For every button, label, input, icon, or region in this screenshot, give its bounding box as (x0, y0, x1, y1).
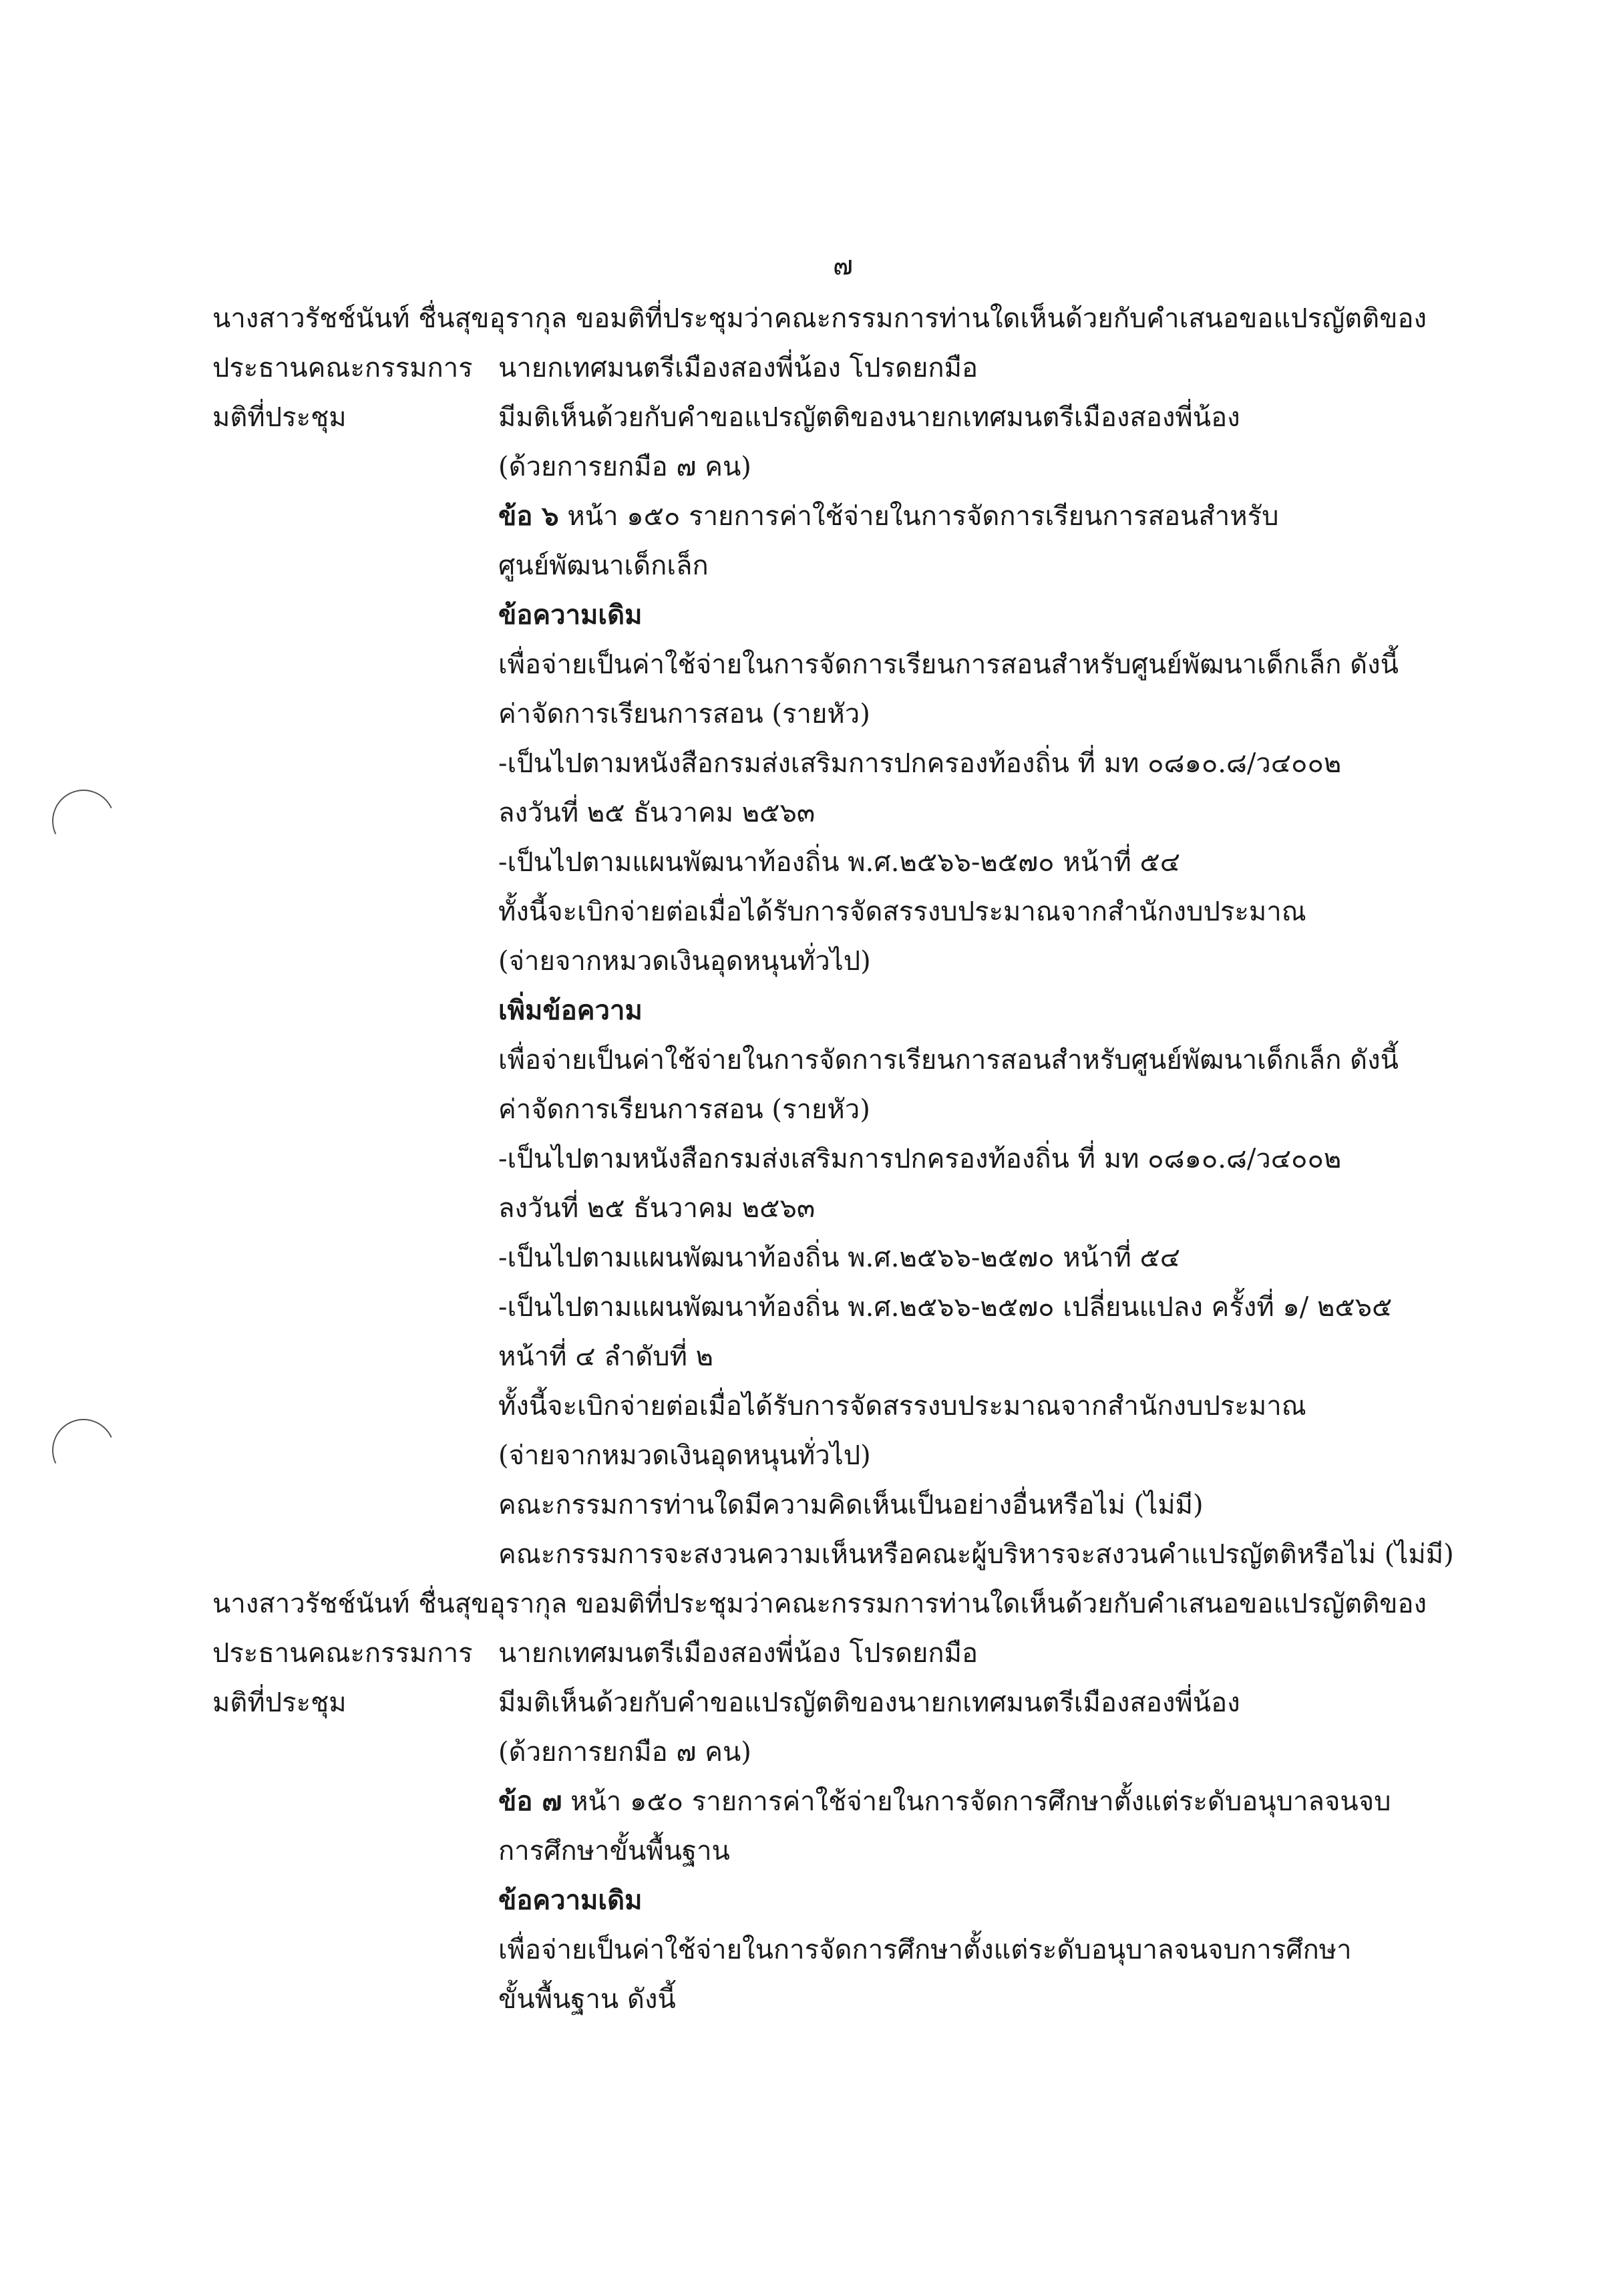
document-line (212, 1678, 1522, 1728)
document-line (212, 1381, 1522, 1431)
document-line (212, 739, 1522, 788)
document-line (212, 591, 1522, 640)
document-line (212, 1431, 1522, 1480)
line-text: นายกเทศมนตรีเมืองสองพี่น้อง โปรดยกมือ (498, 1638, 978, 1669)
line-text: (ด้วยการยกมือ ๗ คน) (498, 452, 751, 482)
document-line (212, 1134, 1522, 1184)
item-description: หน้า ๑๕๐ รายการค่าใช้จ่ายในการจัดการเรียนการสอนสำหรับ (558, 501, 1279, 532)
document-line (212, 1925, 1522, 1975)
speaker-label: มติที่ประชุม (212, 1687, 347, 1718)
line-text: ค่าจัดการเรียนการสอน (รายหัว) (498, 1094, 870, 1125)
line-text: คณะกรรมการท่านใดมีความคิดเห็นเป็นอย่างอื่นหรือไม่ (ไม่มี) (498, 1490, 1204, 1520)
line-text: การศึกษาขั้นพื้นฐาน (498, 1836, 730, 1866)
section-heading: เพิ่มข้อความ (498, 995, 643, 1026)
punch-hole-mark (43, 1410, 124, 1490)
section-heading: ข้อความเดิม (498, 599, 643, 631)
line-text: -เป็นไปตามแผนพัฒนาท้องถิ่น พ.ศ.๒๕๖๖-๒๕๗๐ หน้าที่ ๕๔ (498, 847, 1181, 878)
speaker-label: ประธานคณะกรรมการ (212, 1638, 473, 1669)
line-text: เพื่อจ่ายเป็นค่าใช้จ่ายในการจัดการเรียนการสอนสำหรับศูนย์พัฒนาเด็กเล็ก ดังนี้ (498, 1045, 1399, 1076)
line-text: เพื่อจ่ายเป็นค่าใช้จ่ายในการจัดการศึกษาตั้งแต่ระดับอนุบาลจนจบการศึกษา (498, 1935, 1352, 1965)
document-line (212, 541, 1522, 591)
line-text: -เป็นไปตามแผนพัฒนาท้องถิ่น พ.ศ.๒๕๖๖-๒๕๗๐ เปลี่ยนแปลง ครั้งที่ ๑/ ๒๕๖๕ (498, 1292, 1393, 1323)
section-heading: ข้อความเดิม (498, 1884, 643, 1916)
document-line (212, 788, 1522, 838)
line-text: มีมติเห็นด้วยกับคำขอแปรญัตติของนายกเทศมนตรีเมืองสองพี่น้อง (498, 1687, 1240, 1718)
line-text (498, 1777, 1522, 1826)
line-text: นางสาวรัชช์นันท์ ชื่นสุขอุรากุล ขอมติที่ประชุมว่าคณะกรรมการท่านใดเห็นด้วยกับคำเสนอขอแปรญัตติของ (212, 1589, 1427, 1619)
line-text: หน้าที่ ๔ ลำดับที่ ๒ (498, 1341, 714, 1372)
line-text (498, 492, 1522, 541)
line-text: -เป็นไปตามแผนพัฒนาท้องถิ่น พ.ศ.๒๕๖๖-๒๕๗๐ หน้าที่ ๕๔ (498, 1243, 1181, 1273)
document-line (212, 1876, 1522, 1925)
line-text: ลงวันที่ ๒๕ ธันวาคม ๒๕๖๓ (498, 798, 816, 828)
document-line (212, 1332, 1522, 1381)
document-line (212, 1826, 1522, 1876)
document-line (212, 393, 1522, 442)
line-text: ลงวันที่ ๒๕ ธันวาคม ๒๕๖๓ (498, 1193, 816, 1224)
document-line (212, 1283, 1522, 1332)
item-description: หน้า ๑๕๐ รายการค่าใช้จ่ายในการจัดการศึกษาตั้งแต่ระดับอนุบาลจนจบ (562, 1786, 1391, 1817)
punch-hole-mark (43, 781, 124, 861)
document-line (212, 343, 1522, 393)
line-text: -เป็นไปตามหนังสือกรมส่งเสริมการปกครองท้องถิ่น ที่ มท ๐๘๑๐.๘/ว๔๐๐๒ (498, 748, 1342, 779)
item-number: ข้อ ๗ (498, 1786, 562, 1817)
document-line (212, 689, 1522, 739)
line-text: (จ่ายจากหมวดเงินอุดหนุนทั่วไป) (498, 946, 871, 977)
speaker-label: มติที่ประชุม (212, 402, 347, 433)
document-line (212, 1777, 1522, 1826)
line-text: เพื่อจ่ายเป็นค่าใช้จ่ายในการจัดการเรียนการสอนสำหรับศูนย์พัฒนาเด็กเล็ก ดังนี้ (498, 649, 1399, 680)
document-line (212, 1579, 1522, 1629)
line-text: คณะกรรมการจะสงวนความเห็นหรือคณะผู้บริหารจะสงวนคำแปรญัตติหรือไม่ (ไม่มี) (498, 1539, 1454, 1570)
document-line (212, 1085, 1522, 1134)
line-text: ค่าจัดการเรียนการสอน (รายหัว) (498, 699, 870, 729)
document-line (212, 1975, 1522, 2024)
document-line (212, 492, 1522, 541)
document-line (212, 294, 1522, 343)
line-text: (ด้วยการยกมือ ๗ คน) (498, 1737, 751, 1768)
line-text: ขั้นพื้นฐาน ดังนี้ (498, 1984, 676, 2015)
document-line (212, 1184, 1522, 1233)
line-text: ทั้งนี้จะเบิกจ่ายต่อเมื่อได้รับการจัดสรรงบประมาณจากสำนักงบประมาณ (498, 896, 1306, 927)
line-text: นางสาวรัชช์นันท์ ชื่นสุขอุรากุล ขอมติที่ประชุมว่าคณะกรรมการท่านใดเห็นด้วยกับคำเสนอขอแปรญัตติของ (212, 303, 1427, 334)
page-number: ๗ (832, 251, 854, 281)
document-line (212, 640, 1522, 689)
document-line (212, 1035, 1522, 1085)
line-text: -เป็นไปตามหนังสือกรมส่งเสริมการปกครองท้องถิ่น ที่ มท ๐๘๑๐.๘/ว๔๐๐๒ (498, 1144, 1342, 1174)
speaker-label: ประธานคณะกรรมการ (212, 353, 473, 383)
document-line (212, 1629, 1522, 1678)
minutes-body (212, 294, 1522, 2024)
document-line (212, 937, 1522, 986)
line-text: นายกเทศมนตรีเมืองสองพี่น้อง โปรดยกมือ (498, 353, 978, 383)
line-text: (จ่ายจากหมวดเงินอุดหนุนทั่วไป) (498, 1440, 871, 1471)
document-line (212, 442, 1522, 492)
line-text: มีมติเห็นด้วยกับคำขอแปรญัตติของนายกเทศมนตรีเมืองสองพี่น้อง (498, 402, 1240, 433)
document-line (212, 986, 1522, 1035)
item-number: ข้อ ๖ (498, 500, 559, 532)
document-line (212, 1530, 1522, 1579)
line-text: ศูนย์พัฒนาเด็กเล็ก (498, 550, 709, 581)
document-line (212, 1233, 1522, 1283)
document-line (212, 1480, 1522, 1530)
document-line (212, 838, 1522, 887)
line-text: ทั้งนี้จะเบิกจ่ายต่อเมื่อได้รับการจัดสรรงบประมาณจากสำนักงบประมาณ (498, 1391, 1306, 1422)
document-line (212, 887, 1522, 937)
document-line (212, 1728, 1522, 1777)
